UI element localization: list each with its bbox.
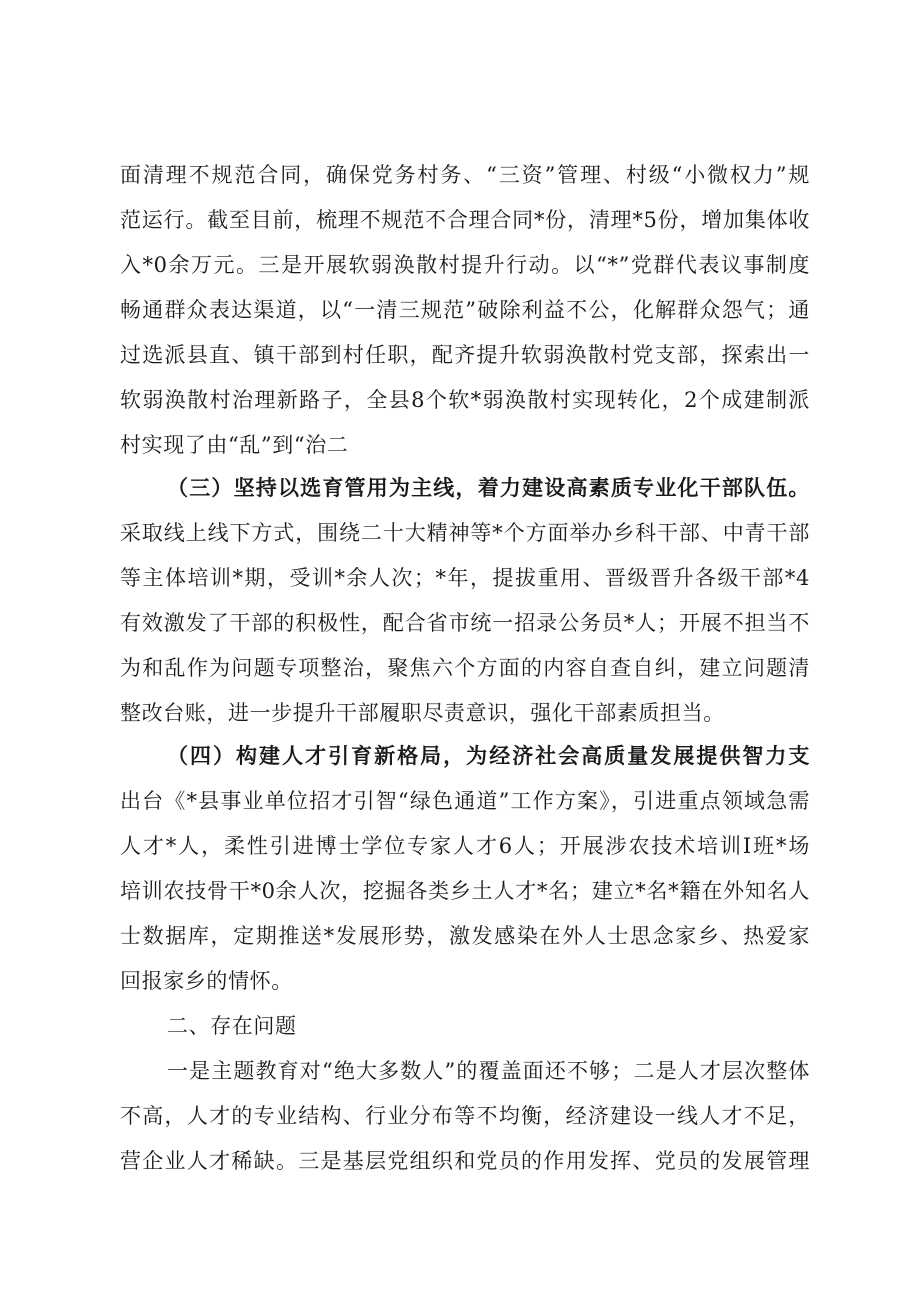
body-line: 出台《*县事业单位招才引智“绿色通道”工作方案》，引进重点领域急需 <box>120 789 810 813</box>
body-line: 面清理不规范合同，确保党务村务、“三资”管理、村级“小微权力”规 <box>120 163 810 187</box>
body-line: 人才*人，柔性引进博士学位专家人才6人；开展涉农技术培训Ⅰ班*场 <box>120 834 810 858</box>
body-line: 软弱涣散村治理新路子，全县8个软*弱涣散村实现转化，2个成建制派 <box>120 388 810 412</box>
body-line: 一是主题教育对“绝大多数人”的覆盖面还不够；二是人才层次整体 <box>167 1059 810 1083</box>
body-line: 等主体培训*期，受训*余人次；*年，提拔重用、晋级晋升各级干部*4 <box>120 566 810 590</box>
body-line: 畅通群众表达渠道，以“一清三规范”破除利益不公，化解群众怨气；通 <box>120 298 810 322</box>
body-line: 过选派县直、镇干部到村任职，配齐提升软弱涣散村党支部，探索出一 <box>120 343 810 367</box>
section-heading-3: （三）坚持以选育管用为主线，着力建设高素质专业化干部队伍。 <box>167 475 810 500</box>
body-line: 士数据库，定期推送*发展形势，激发感染在外人士思念家乡、热爱家 <box>120 924 810 948</box>
body-line: 入*0余万元。三是开展软弱涣散村提升行动。以“*”党群代表议事制度 <box>120 253 810 277</box>
body-line: 回报家乡的情怀。 <box>120 969 293 993</box>
body-line: 培训农技骨干*0余人次，挖掘各类乡土人才*名；建立*名*籍在外知名人 <box>120 879 810 903</box>
body-line: 采取线上线下方式，围绕二十大精神等*个方面举办乡科干部、中青干部 <box>120 521 810 545</box>
body-line: 营企业人才稀缺。三是基层党组织和党员的作用发挥、党员的发展管理 <box>120 1149 810 1173</box>
body-line: 有效激发了干部的积极性，配合省市统一招录公务员*人；开展不担当不 <box>120 611 810 635</box>
body-line: 村实现了由“乱”到“治二 <box>120 433 349 457</box>
body-line: 不高，人才的专业结构、行业分布等不均衡，经济建设一线人才不足， <box>120 1104 810 1128</box>
section-heading-4: （四）构建人才引育新格局，为经济社会高质量发展提供智力支 <box>167 743 810 768</box>
section-heading-2: 二、存在问题 <box>167 1014 297 1038</box>
body-line: 整改台账，进一步提升干部履职尽责意识，强化干部素质担当。 <box>120 701 725 725</box>
body-line: 为和乱作为问题专项整治，聚焦六个方面的内容自查自纠，建立问题清 <box>120 656 810 680</box>
body-line: 范运行。截至目前，梳理不规范不合理合同*份，清理*5份，增加集体收 <box>120 208 810 232</box>
